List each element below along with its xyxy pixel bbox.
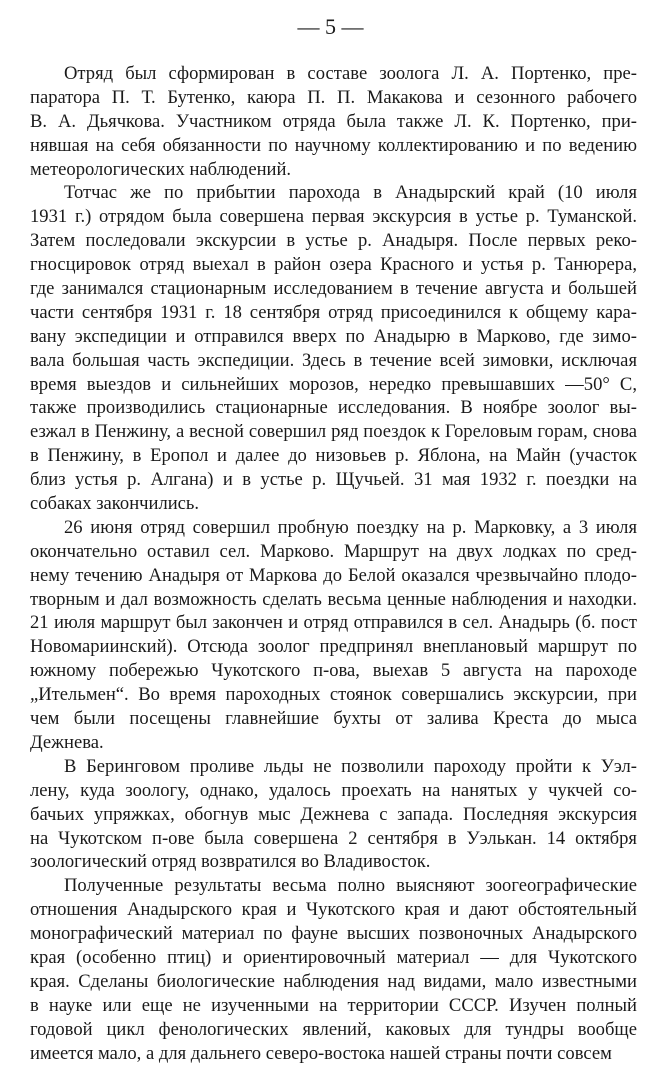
text-line: „Ительмен“. Во время пароходных стоянок совершались экскурсии, при [30, 684, 637, 706]
text-line: бачьих упряжках, обогнув мыс Дежнева с запада. Последняя экскурсия [30, 803, 637, 825]
text-line: 26 июня отряд совершил пробную поездку на р. Марковку, а 3 июля [64, 516, 637, 538]
text-line: Дежнева. [30, 731, 104, 753]
text-line: время выездов и сильнейших морозов, нередко превышавших —50° С, [30, 373, 637, 395]
text-line: годовой цикл фенологических явлений, каковых для тундры вообще [30, 1018, 637, 1040]
text-line: южному побережью Чукотского п-ова, выехав 5 августа на пароходе [30, 660, 637, 682]
text-line: отношения Анадырского края и Чукотского края и дают обстоятельный [30, 899, 637, 921]
text-line: гносцировок отряд выехал в район озера Красного и устья р. Танюрера, [30, 254, 637, 276]
text-line: монографический материал по фауне высших позвоночных Анадырского [30, 923, 637, 945]
text-line: Тотчас же по прибытии парохода в Анадырский край (10 июля [64, 182, 637, 204]
text-line: творным и дал возможность сделать весьма ценные наблюдения и находки. [30, 588, 637, 610]
text-line: чем были посещены главнейшие бухты от залива Креста до мыса [30, 708, 637, 730]
body-text [30, 62, 637, 1065]
text-line: также производились стационарные исследования. В ноябре зоолог вы- [30, 397, 637, 419]
text-line: паратора П. Т. Бутенко, каюра П. П. Макакова и сезонного рабочего [30, 86, 637, 108]
text-line: на Чукотском п-ове была совершена 2 сентября в Уэлькан. 14 октября [30, 827, 637, 849]
text-line: лену, куда зоологу, однако, удалось проехать на нанятых у чукчей со- [30, 779, 637, 801]
text-line: вану экспедиции и отправился вверх по Анадырю в Марково, где зимо- [30, 325, 637, 347]
text-line: имеется мало, а для дальнего северо-востока нашей страны почти совсем [30, 1042, 612, 1064]
text-line: близ устья р. Алгана) и в устье р. Щучьей. 31 мая 1932 г. поездки на [30, 469, 637, 491]
text-line: 1931 г.) отрядом была совершена первая экскурсия в устье р. Туманской. [30, 206, 637, 228]
text-line: В Беринговом проливе льды не позволили пароходу пройти к Уэл- [64, 755, 637, 777]
paragraph [30, 62, 637, 181]
text-line: езжал в Пенжину, а весной совершил ряд поездок к Гореловым горам, снова [30, 421, 637, 443]
page-number: — 5 — [297, 14, 364, 39]
text-line: нему течению Анадыря от Маркова до Белой оказался чрезвычайно плодо- [30, 564, 637, 586]
text-line: в Пенжину, в Еропол и далее до низовьев р. Яблона, на Майн (участок [30, 445, 637, 467]
text-line: в науке или еще не изученными на территории СССР. Изучен полный [30, 994, 637, 1016]
paragraph [30, 516, 637, 755]
text-line: окончательно оставил сел. Марково. Маршрут на двух лодках по сред- [30, 540, 637, 562]
text-line: В. А. Дьячкова. Участником отряда была также Л. К. Портенко, при- [30, 110, 637, 132]
text-line: нявшая на себя обязанности по научному коллектированию и по ведению [30, 134, 637, 156]
text-line: Полученные результаты весьма полно выясняют зоогеографические [64, 875, 637, 897]
text-line: Отряд был сформирован в составе зоолога Л. А. Портенко, пре- [64, 63, 637, 84]
text-line: края. Сделаны биологические наблюдения над видами, мало известными [30, 970, 637, 992]
text-line: Новомариинский). Отсюда зоолог предпринял внеплановый маршрут по [30, 636, 637, 658]
text-line: зоологический отряд возвратился во Владивосток. [30, 851, 431, 873]
text-line: вала большая часть экспедиции. Здесь в течение всей зимовки, исключая [30, 349, 637, 371]
text-line: 21 июля маршрут был закончен и отряд отправился в сел. Анадырь (б. пост [30, 612, 637, 634]
text-line: собаках закончились. [30, 493, 200, 515]
paragraph [30, 181, 637, 515]
text-line: метеорологических наблюдений. [30, 158, 292, 180]
text-line: края (особенно птиц) и ориентировочный материал — для Чукотского [30, 946, 637, 968]
paragraph [30, 874, 637, 1065]
paragraph [30, 755, 637, 874]
text-line: Затем последовали экскурсии в устье р. Анадыря. После первых реко- [30, 230, 637, 252]
text-line: где занимался стационарным исследованием в течение августа и большей [30, 278, 637, 300]
text-line: части сентября 1931 г. 18 сентября отряд присоединился к общему кара- [30, 301, 637, 323]
